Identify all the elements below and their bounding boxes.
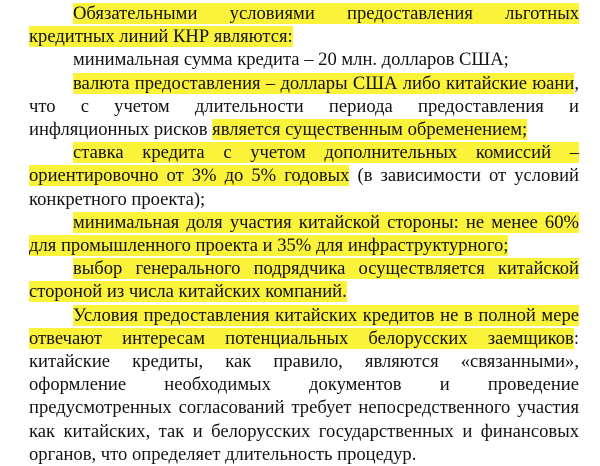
- highlighted-text: валюта предоставления – доллары США либо китайские юани: [73, 72, 575, 94]
- highlighted-text: выбор генерального подрядчика осуществляется китайской стороной из числа китайских компаний.: [29, 258, 579, 303]
- paragraph-share: [29, 211, 579, 257]
- paragraph-intro: [29, 2, 579, 48]
- paragraph-contractor: [29, 257, 579, 303]
- plain-text: , что с учетом длительности периода предоставления и инфляционных рисков: [29, 72, 579, 141]
- highlighted-text: является существенным обременением;: [212, 119, 528, 141]
- paragraph-min-amount: [29, 48, 579, 71]
- paragraph-conditions: [29, 304, 579, 466]
- highlighted-text: Условия предоставления китайских кредитов не в полной мере отвечают интересам потенциальных белорусских заемщиков: [29, 304, 579, 349]
- paragraph-rate: [29, 141, 579, 211]
- paragraph-currency: [29, 72, 579, 142]
- highlighted-text: ставка кредита с учетом дополнительных комиссий – ориентировочно от 3% до 5% годовых: [29, 142, 579, 187]
- plain-text: минимальная сумма кредита – 20 млн. долларов США;: [73, 49, 509, 71]
- highlighted-text: минимальная доля участия китайской стороны: не менее 60% для промышленного проекта и 35% для инфраструктурного;: [29, 211, 579, 257]
- plain-text: : китайские кредиты, как правило, являются «связанными», оформление необходимых документов и проведение предусмотренных согласований требует непосредственного участия как китайских, так и белорусских государственных и финансовых органов, что определяет длительность процедур.: [29, 327, 579, 465]
- document-body: [29, 2, 579, 466]
- plain-text: (в зависимости от условий конкретного проекта);: [29, 165, 580, 210]
- highlighted-text: Обязательными условиями предоставления льготных кредитных линий КНР являются:: [29, 3, 579, 48]
